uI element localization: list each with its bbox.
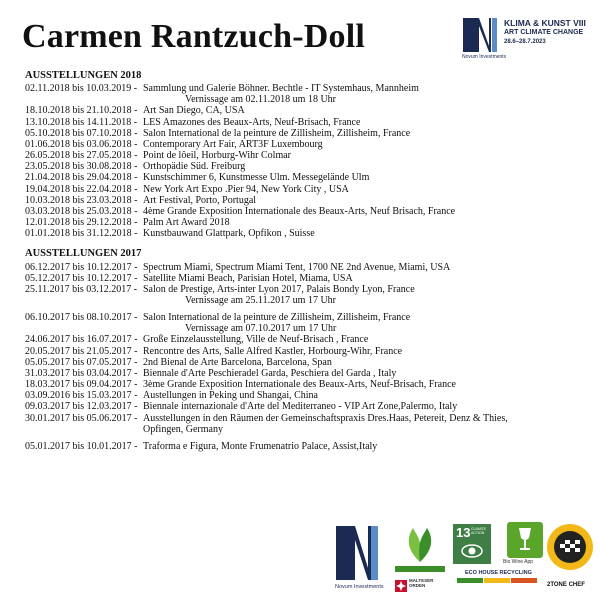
exhibition-entry	[25, 150, 585, 161]
entry-date: 25.11.2017 bis 03.12.2017 -	[25, 283, 138, 295]
bio-wine-logo	[507, 522, 543, 558]
exhibition-entry	[25, 117, 585, 128]
entry-vernissage: Vernissage am 02.11.2018 um 18 Uhr	[185, 94, 336, 106]
eco-color-strips	[457, 578, 545, 583]
sdg-label: CLIMATE ACTION	[471, 527, 486, 535]
exhibition-entry	[25, 401, 585, 412]
klima-kunst-badge	[462, 16, 592, 62]
malteser-cross-icon	[395, 580, 407, 592]
section-heading: AUSSTELLUNGEN 2018	[25, 70, 142, 81]
entry-description: Kunstschimmer 6, Kunstmesse Ulm. Messegelände Ulm	[143, 172, 370, 184]
entry-description: LES Amazones des Beaux-Arts, Neuf-Brisach, France	[143, 116, 361, 128]
entry-date: 06.12.2017 bis 10.12.2017 -	[25, 261, 138, 273]
entry-description: 2nd Bienal de Arte Barcelona, Barcelona, Span	[143, 356, 332, 368]
entry-date: 03.03.2018 bis 25.03.2018 -	[25, 205, 138, 217]
entry-date: 12.01.2018 bis 29.12.2018 -	[25, 217, 138, 229]
malteser-logo	[395, 578, 447, 596]
chef-label: 2TONE CHEF	[547, 582, 585, 588]
entry-description: Art San Diego, CA, USA	[143, 105, 245, 117]
badge-line-3: 28.6–28.7.2023	[504, 39, 546, 45]
entry-description: Ausstellungen in den Räumen der Gemeinschaftspraxis Dres.Haas, Petereit, Denz & Thies,	[143, 412, 508, 424]
entry-description: Contemporary Art Fair, ART3F Luxembourg	[143, 138, 323, 150]
entry-description: Sammlung und Galerie Böhner. Bechtle - IT Systemhaus, Mannheim	[143, 83, 419, 95]
sponsor-logos	[335, 520, 595, 596]
entry-description-continued: Opfingen, Germany	[143, 423, 223, 435]
entry-date: 19.04.2018 bis 22.04.2018 -	[25, 183, 138, 195]
entry-date: 10.03.2018 bis 23.03.2018 -	[25, 194, 138, 206]
badge-line-2: ART CLIMATE CHANGE	[504, 29, 584, 36]
entry-description: New York Art Expo .Pier 94, New York City , USA	[143, 183, 349, 195]
exhibition-entry	[25, 390, 585, 401]
exhibition-entry	[25, 334, 585, 345]
exhibition-entry	[25, 284, 585, 295]
novum-logo-text: Novum Investments	[335, 584, 384, 590]
entry-date: 06.10.2017 bis 08.10.2017 -	[25, 312, 138, 324]
entry-description: 3ème Grande Exposition Internationale des Beaux-Arts, Neuf-Brisach, France	[143, 379, 456, 391]
entry-description: Salon de Prestige, Arts-inter Lyon 2017, Palais Bondy Lyon, France	[143, 283, 415, 295]
entry-description: Große Einzelausstellung, Ville de Neuf-Brisach , France	[143, 334, 369, 346]
green-leaf-logo-icon	[399, 522, 441, 564]
exhibition-entry	[25, 357, 585, 368]
entry-description: Spectrum Miami, Spectrum Miami Tent, 1700 NE 2nd Avenue, Miami, USA	[143, 261, 451, 273]
green-leaf-label-bar	[395, 566, 445, 572]
entry-date: 03.09.2016 bis 15.03.2017 -	[25, 390, 138, 402]
novum-logo-icon	[462, 16, 498, 54]
entry-description: Salon International de la peinture de Zillisheim, Zillisheim, France	[143, 127, 411, 139]
entry-description: Palm Art Award 2018	[143, 217, 230, 229]
entry-date: 24.06.2017 bis 16.07.2017 -	[25, 334, 138, 346]
exhibition-entry	[25, 161, 585, 172]
entry-description: Rencontre des Arts, Salle Alfred Kastler, Horbourg-Wihr, France	[143, 345, 403, 357]
eco-house-label: ECO HOUSE RECYCLING	[465, 570, 532, 576]
exhibition-entry	[25, 379, 585, 390]
wine-glass-icon	[507, 522, 543, 558]
exhibition-entry	[25, 128, 585, 139]
malteser-label: MALTESER ORDEN	[409, 578, 434, 588]
exhibition-entry	[25, 368, 585, 379]
entry-vernissage: Vernissage am 07.10.2017 um 17 Uhr	[185, 323, 337, 335]
sdg-number: 13	[456, 525, 471, 540]
entry-date: 26.05.2018 bis 27.05.2018 -	[25, 150, 138, 162]
exhibition-entry	[25, 217, 585, 228]
exhibition-entry	[25, 441, 585, 452]
exhibition-list	[25, 70, 585, 452]
entry-description: 4ème Grande Exposition Internationale des Beaux-Arts, Neuf Brisach, France	[143, 205, 456, 217]
entry-description: Satellite Miami Beach, Parisian Hotel, Miama, USA	[143, 272, 353, 284]
entry-date: 20.05.2017 bis 21.05.2017 -	[25, 345, 138, 357]
entry-description: Salon International de la peinture de Zillisheim, Zillisheim, France	[143, 312, 411, 324]
novum-logo-icon	[335, 524, 379, 582]
chef-hat-icon	[547, 524, 593, 570]
entry-date: 02.11.2018 bis 10.03.2019 -	[25, 83, 138, 95]
exhibition-entry	[25, 195, 585, 206]
exhibition-entry	[25, 139, 585, 150]
entry-date: 21.04.2018 bis 29.04.2018 -	[25, 172, 138, 184]
entry-date: 05.10.2018 bis 07.10.2018 -	[25, 127, 138, 139]
entry-date: 30.01.2017 bis 05.06.2017 -	[25, 412, 138, 424]
exhibition-entry	[25, 172, 585, 183]
novum-logo-text: Novum Investments	[462, 54, 507, 60]
entry-description: Biennale internazionale d'Arte del Mediterraneo - VIP Art Zone,Palermo, Italy	[143, 401, 458, 413]
entry-description: Austellungen in Peking und Shangai, China	[143, 390, 318, 402]
eco-house-recycling-logo	[453, 570, 545, 594]
exhibition-entry	[25, 262, 585, 273]
entry-description: Traforma e Figura, Monte Frumenatrio Palace, Assist,Italy	[143, 440, 378, 452]
2tone-chef-logo	[547, 524, 593, 570]
entry-date: 05.05.2017 bis 07.05.2017 -	[25, 356, 138, 368]
exhibition-entry	[25, 206, 585, 217]
exhibition-entry	[25, 83, 585, 94]
entry-date: 23.05.2018 bis 30.08.2018 -	[25, 161, 138, 173]
earth-eye-icon	[461, 542, 483, 560]
bio-wine-label: Bio Wine App	[503, 559, 534, 565]
entry-description: Art Festival, Porto, Portugal	[143, 194, 257, 206]
entry-date: 18.03.2017 bis 09.04.2017 -	[25, 379, 138, 391]
exhibition-entry	[25, 346, 585, 357]
entry-date: 09.03.2017 bis 12.03.2017 -	[25, 401, 138, 413]
exhibition-entry	[25, 312, 585, 323]
entry-date: 01.06.2018 bis 03.06.2018 -	[25, 138, 138, 150]
exhibition-entry	[25, 184, 585, 195]
exhibition-entry	[25, 273, 585, 284]
entry-date: 05.01.2017 bis 10.01.2017 -	[25, 440, 138, 452]
entry-description: Biennale d'Arte Peschieradel Garda, Peschiera del Garda , Italy	[143, 367, 397, 379]
entry-date: 01.01.2018 bis 31.12.2018 -	[25, 228, 138, 240]
section-heading: AUSSTELLUNGEN 2017	[25, 248, 142, 260]
page-title: Carmen Rantzuch-Doll	[22, 18, 366, 55]
entry-description: Point de lôeil, Horburg-Wihr Colmar	[143, 150, 292, 162]
entry-description: Orthopädie Süd. Freiburg	[143, 161, 246, 173]
entry-date: 13.10.2018 bis 14.11.2018 -	[25, 116, 138, 128]
exhibition-entry	[25, 413, 585, 424]
entry-date: 05.12.2017 bis 10.12.2017 -	[25, 272, 138, 284]
sdg-13-logo	[453, 524, 491, 564]
entry-date: 31.03.2017 bis 03.04.2017 -	[25, 367, 138, 379]
exhibition-entry	[25, 228, 585, 239]
entry-vernissage: Vernissage am 25.11.2017 um 17 Uhr	[185, 294, 336, 306]
entry-date: 18.10.2018 bis 21.10.2018 -	[25, 105, 138, 117]
badge-line-1: KLIMA & KUNST VIII	[504, 18, 586, 28]
exhibition-entry	[25, 105, 585, 116]
entry-description: Kunstbauwand Glattpark, Opfikon , Suisse	[143, 228, 315, 240]
